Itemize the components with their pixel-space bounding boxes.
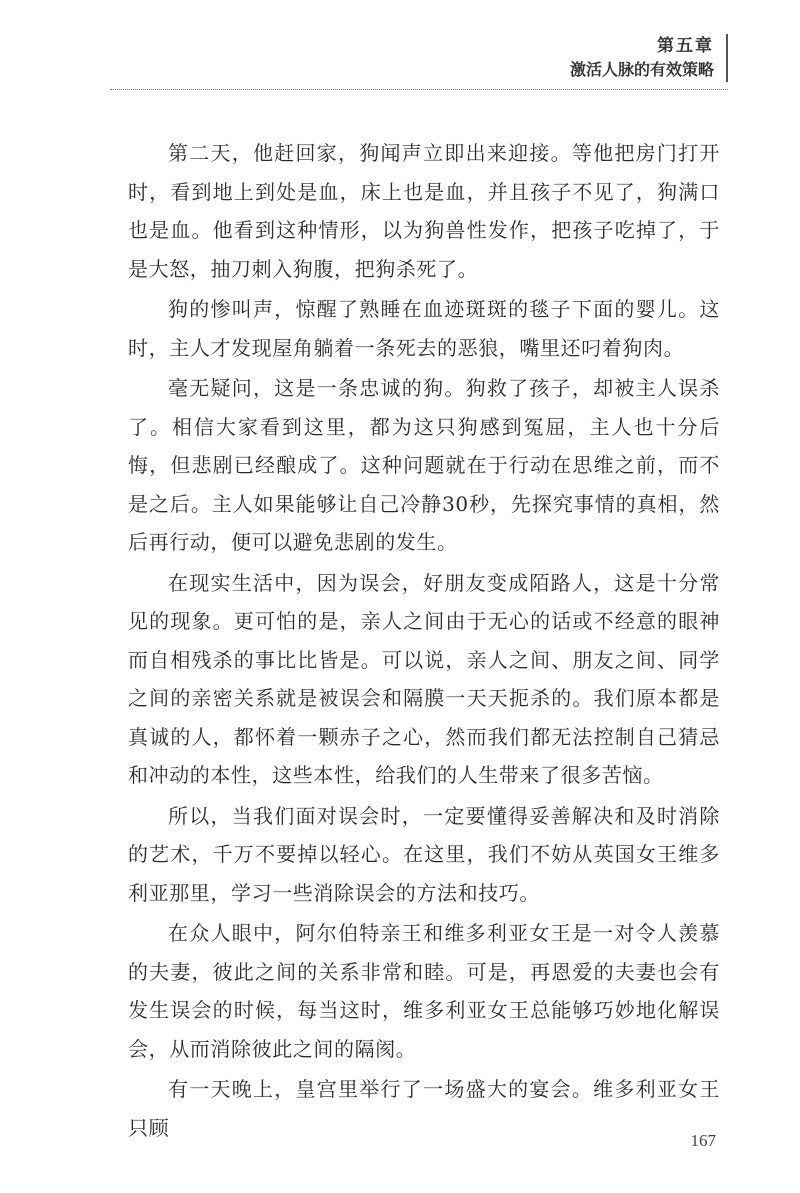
chapter-label: 第五章 [657, 36, 714, 56]
header-divider [110, 89, 728, 90]
running-header [570, 34, 728, 82]
paragraph: 毫无疑问，这是一条忠诚的狗。狗救了孩子，却被主人误杀了。相信大家看到这里，都为这只狗感到冤屈，主人也十分后悔，但悲剧已经酿成了。这种问题就在于行动在思维之前，而不是之后。主人如果能够让自己冷静30秒，先探究事情的真相，然后再行动，便可以避免悲剧的发生。 [128, 376, 720, 554]
page-number: 167 [690, 1131, 716, 1150]
body-text [128, 134, 720, 1149]
paragraph: 有一天晚上，皇宫里举行了一场盛大的宴会。维多利亚女王只顾 [128, 1077, 720, 1140]
paragraph: 在众人眼中，阿尔伯特亲王和维多利亚女王是一对令人羡慕的夫妻，彼此之间的关系非常和睦。可是，再恩爱的夫妻也会有发生误会的时候，每当这时，维多利亚女王总能够巧妙地化解误会，从而消除彼此之间的隔阂。 [128, 921, 720, 1061]
chapter-subtitle: 激活人脉的有效策略 [569, 60, 714, 79]
paragraph: 所以，当我们面对误会时，一定要懂得妥善解决和及时消除的艺术，千万不要掉以轻心。在这里，我们不妨从英国女王维多利亚那里，学习一些消除误会的方法和技巧。 [128, 803, 720, 905]
paragraph: 狗的惨叫声，惊醒了熟睡在血迹斑斑的毯子下面的婴儿。这时，主人才发现屋角躺着一条死去的恶狼，嘴里还叼着狗肉。 [128, 297, 720, 360]
paragraph: 在现实生活中，因为误会，好朋友变成陌路人，这是十分常见的现象。更可怕的是，亲人之间由于无心的话或不经意的眼神而自相残杀的事比比皆是。可以说，亲人之间、朋友之间、同学之间的亲密关系就是被误会和隔膜一天天扼杀的。我们原本都是真诚的人，都怀着一颗赤子之心，然而我们都无法控制自己猜忌和冲动的本性，这些本性，给我们的人生带来了很多苦恼。 [128, 570, 720, 787]
paragraph: 第二天，他赶回家，狗闻声立即出来迎接。等他把房门打开时，看到地上到处是血，床上也是血，并且孩子不见了，狗满口也是血。他看到这种情形，以为狗兽性发作，把孩子吃掉了，于是大怒，抽刀刺入狗腹，把狗杀死了。 [128, 141, 720, 281]
